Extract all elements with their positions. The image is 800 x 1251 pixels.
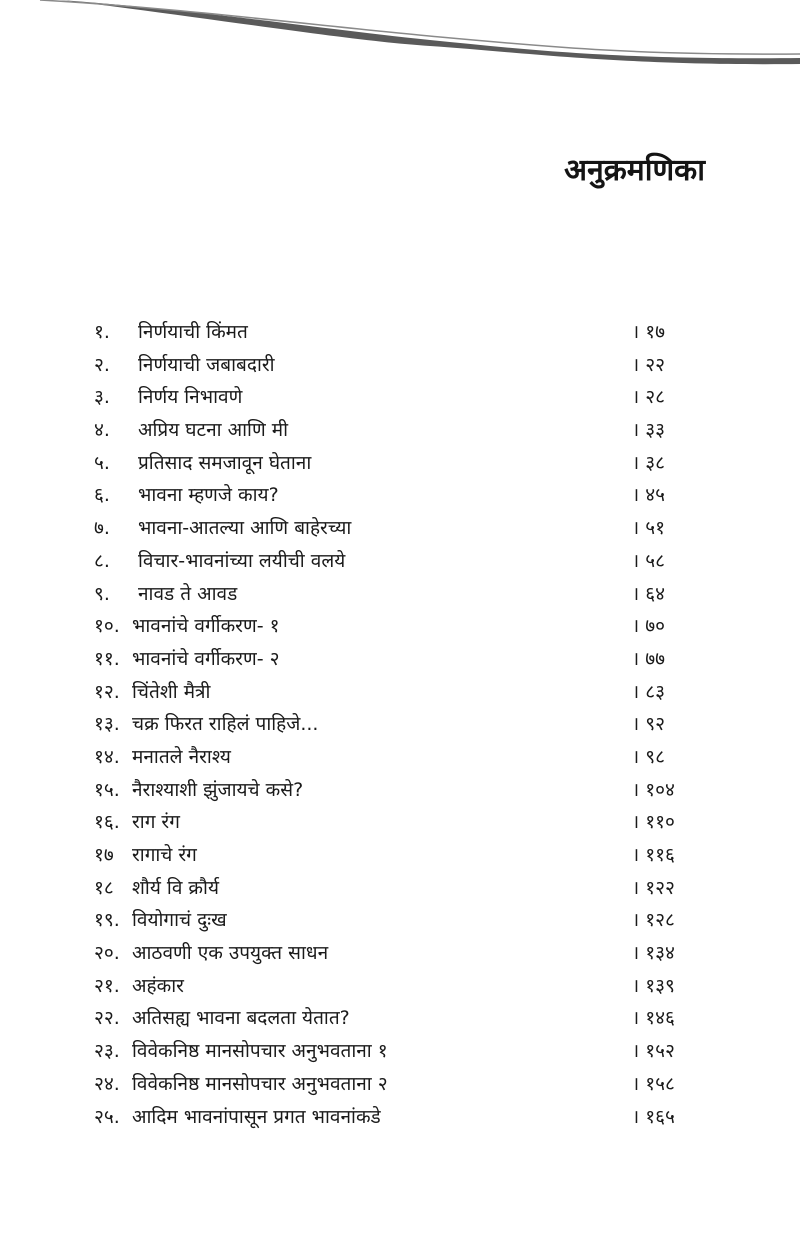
toc-entry-title: रागाचे रंग: [132, 844, 197, 866]
toc-entry-page: । २८: [632, 386, 666, 409]
toc-entry-number: ४.: [94, 419, 110, 442]
toc-entry-number: ५.: [94, 451, 110, 474]
toc-entry: [92, 316, 712, 349]
toc-entry-number: ८.: [94, 549, 110, 572]
toc-entry-number: १८: [94, 876, 114, 899]
toc-entry: [92, 479, 712, 512]
toc-entry: [92, 545, 712, 578]
toc-entry-number: १.: [94, 321, 110, 343]
toc-entry-page: । ११६: [632, 844, 675, 866]
toc-entry-title: शौर्य वि क्रौर्य: [132, 876, 219, 899]
toc-entry-number: ११.: [94, 647, 120, 670]
toc-entry-title: चिंतेशी मैत्री: [132, 680, 211, 703]
toc-entry-number: २४.: [94, 1072, 120, 1095]
toc-entry-page: । ३८: [632, 451, 666, 474]
toc-entry: [92, 512, 712, 545]
toc-entry-title: विवेकनिष्ठ मानसोपचार अनुभवताना २: [132, 1072, 388, 1095]
toc-entry-number: १४.: [94, 745, 120, 768]
toc-entry-page: । २२: [632, 353, 666, 376]
toc-entry: [92, 578, 712, 611]
toc-entry-title: विचार-भावनांच्या लयीची वलये: [138, 549, 346, 572]
toc-entry-number: ६.: [94, 484, 110, 507]
toc-entry-title: भावना-आतल्या आणि बाहेरच्या: [138, 517, 352, 540]
toc-entry-page: । ७७: [632, 647, 666, 670]
toc-entry-title: आठवणी एक उपयुक्त साधन: [132, 942, 329, 965]
toc-entry-title: अहंकार: [132, 974, 184, 997]
toc-entry-page: । १७: [632, 321, 666, 343]
toc-entry-page: । १६५: [632, 1105, 675, 1128]
toc-entry: [92, 414, 712, 447]
toc-entry-page: । १५८: [632, 1072, 675, 1095]
toc-entry-number: १५.: [94, 778, 120, 801]
toc-entry-title: निर्णय निभावणे: [138, 386, 243, 409]
toc-entry-number: ९.: [94, 582, 110, 605]
toc-entry-title: भावना म्हणजे काय?: [138, 484, 279, 507]
toc-entry-page: । १०४: [632, 778, 675, 801]
toc-entry-title: विवेकनिष्ठ मानसोपचार अनुभवताना १: [132, 1040, 388, 1063]
toc-entry-page: । १२८: [632, 909, 675, 932]
toc-entry-title: वियोगाचं दुःख: [132, 909, 227, 932]
toc-entry: [92, 970, 712, 1003]
toc-entry: [92, 1035, 712, 1068]
toc-entry-page: । ९२: [632, 713, 666, 736]
toc-entry: [92, 741, 712, 774]
toc-entry: [92, 937, 712, 970]
toc-entry-title: अतिसह्य भावना बदलता येतात?: [132, 1007, 350, 1030]
toc-entry: [92, 708, 712, 741]
toc-entry-page: । ६४: [632, 582, 666, 605]
toc-entry-number: १६.: [94, 811, 120, 834]
toc-entry-number: ७.: [94, 517, 110, 540]
toc-entry-title: मनातले नैराश्य: [132, 745, 231, 768]
toc-entry-number: १३.: [94, 713, 120, 736]
toc-entry-page: । ८३: [632, 680, 666, 703]
toc-entry-number: २२.: [94, 1007, 120, 1030]
toc-entry-page: । ७०: [632, 615, 666, 638]
toc-entry: [92, 1068, 712, 1101]
page-title: अनुक्रमणिका: [564, 153, 705, 189]
toc-entry-page: । १४६: [632, 1007, 675, 1030]
toc-entry: [92, 904, 712, 937]
toc-entry: [92, 610, 712, 643]
toc-entry-title: अप्रिय घटना आणि मी: [138, 419, 289, 442]
toc-entry-title: चक्र फिरत राहिलं पाहिजे...: [132, 713, 319, 736]
toc-entry-number: १७: [94, 844, 114, 866]
toc-entry-title: निर्णयाची किंमत: [138, 321, 248, 343]
toc-entry-page: । १२२: [632, 876, 675, 899]
toc-entry-page: । ५८: [632, 549, 666, 572]
toc-entry-page: । १५२: [632, 1040, 675, 1063]
toc-entry: [92, 447, 712, 480]
toc-entry: [92, 381, 712, 414]
toc-entry-number: ३.: [94, 386, 110, 409]
toc-entry-number: २५.: [94, 1105, 120, 1128]
table-of-contents: [92, 316, 712, 1133]
toc-entry-title: नावड ते आवड: [138, 582, 238, 605]
toc-entry: [92, 643, 712, 676]
toc-entry: [92, 806, 712, 839]
toc-entry-number: २३.: [94, 1040, 120, 1063]
toc-entry-title: नैराश्याशी झुंजायचे कसे?: [132, 778, 304, 801]
toc-entry: [92, 676, 712, 709]
toc-entry-title: भावनांचे वर्गीकरण- १: [132, 615, 280, 638]
toc-entry-number: २०.: [94, 942, 120, 965]
toc-entry-title: निर्णयाची जबाबदारी: [138, 353, 275, 376]
toc-entry-title: प्रतिसाद समजावून घेताना: [138, 451, 312, 474]
toc-entry-title: आदिम भावनांपासून प्रगत भावनांकडे: [132, 1105, 381, 1128]
toc-entry: [92, 774, 712, 807]
toc-entry-number: २१.: [94, 974, 120, 997]
toc-entry-title: राग रंग: [132, 811, 180, 834]
toc-entry: [92, 1002, 712, 1035]
toc-entry: [92, 839, 712, 872]
toc-entry-number: १९.: [94, 909, 120, 932]
toc-entry-title: भावनांचे वर्गीकरण- २: [132, 647, 280, 670]
toc-entry-number: १०.: [94, 615, 120, 638]
toc-entry-page: । ३३: [632, 419, 666, 442]
toc-entry: [92, 349, 712, 382]
toc-entry: [92, 872, 712, 905]
toc-entry-number: १२.: [94, 680, 120, 703]
toc-entry-page: । ११०: [632, 811, 675, 834]
toc-entry: [92, 1101, 712, 1134]
toc-entry-page: । १३९: [632, 974, 675, 997]
toc-entry-page: । १३४: [632, 942, 675, 965]
toc-entry-page: । ५१: [632, 517, 666, 540]
toc-entry-page: । ४५: [632, 484, 666, 507]
top-edge-decoration: [0, 0, 800, 80]
toc-entry-number: २.: [94, 353, 110, 376]
toc-entry-page: । ९८: [632, 745, 666, 768]
